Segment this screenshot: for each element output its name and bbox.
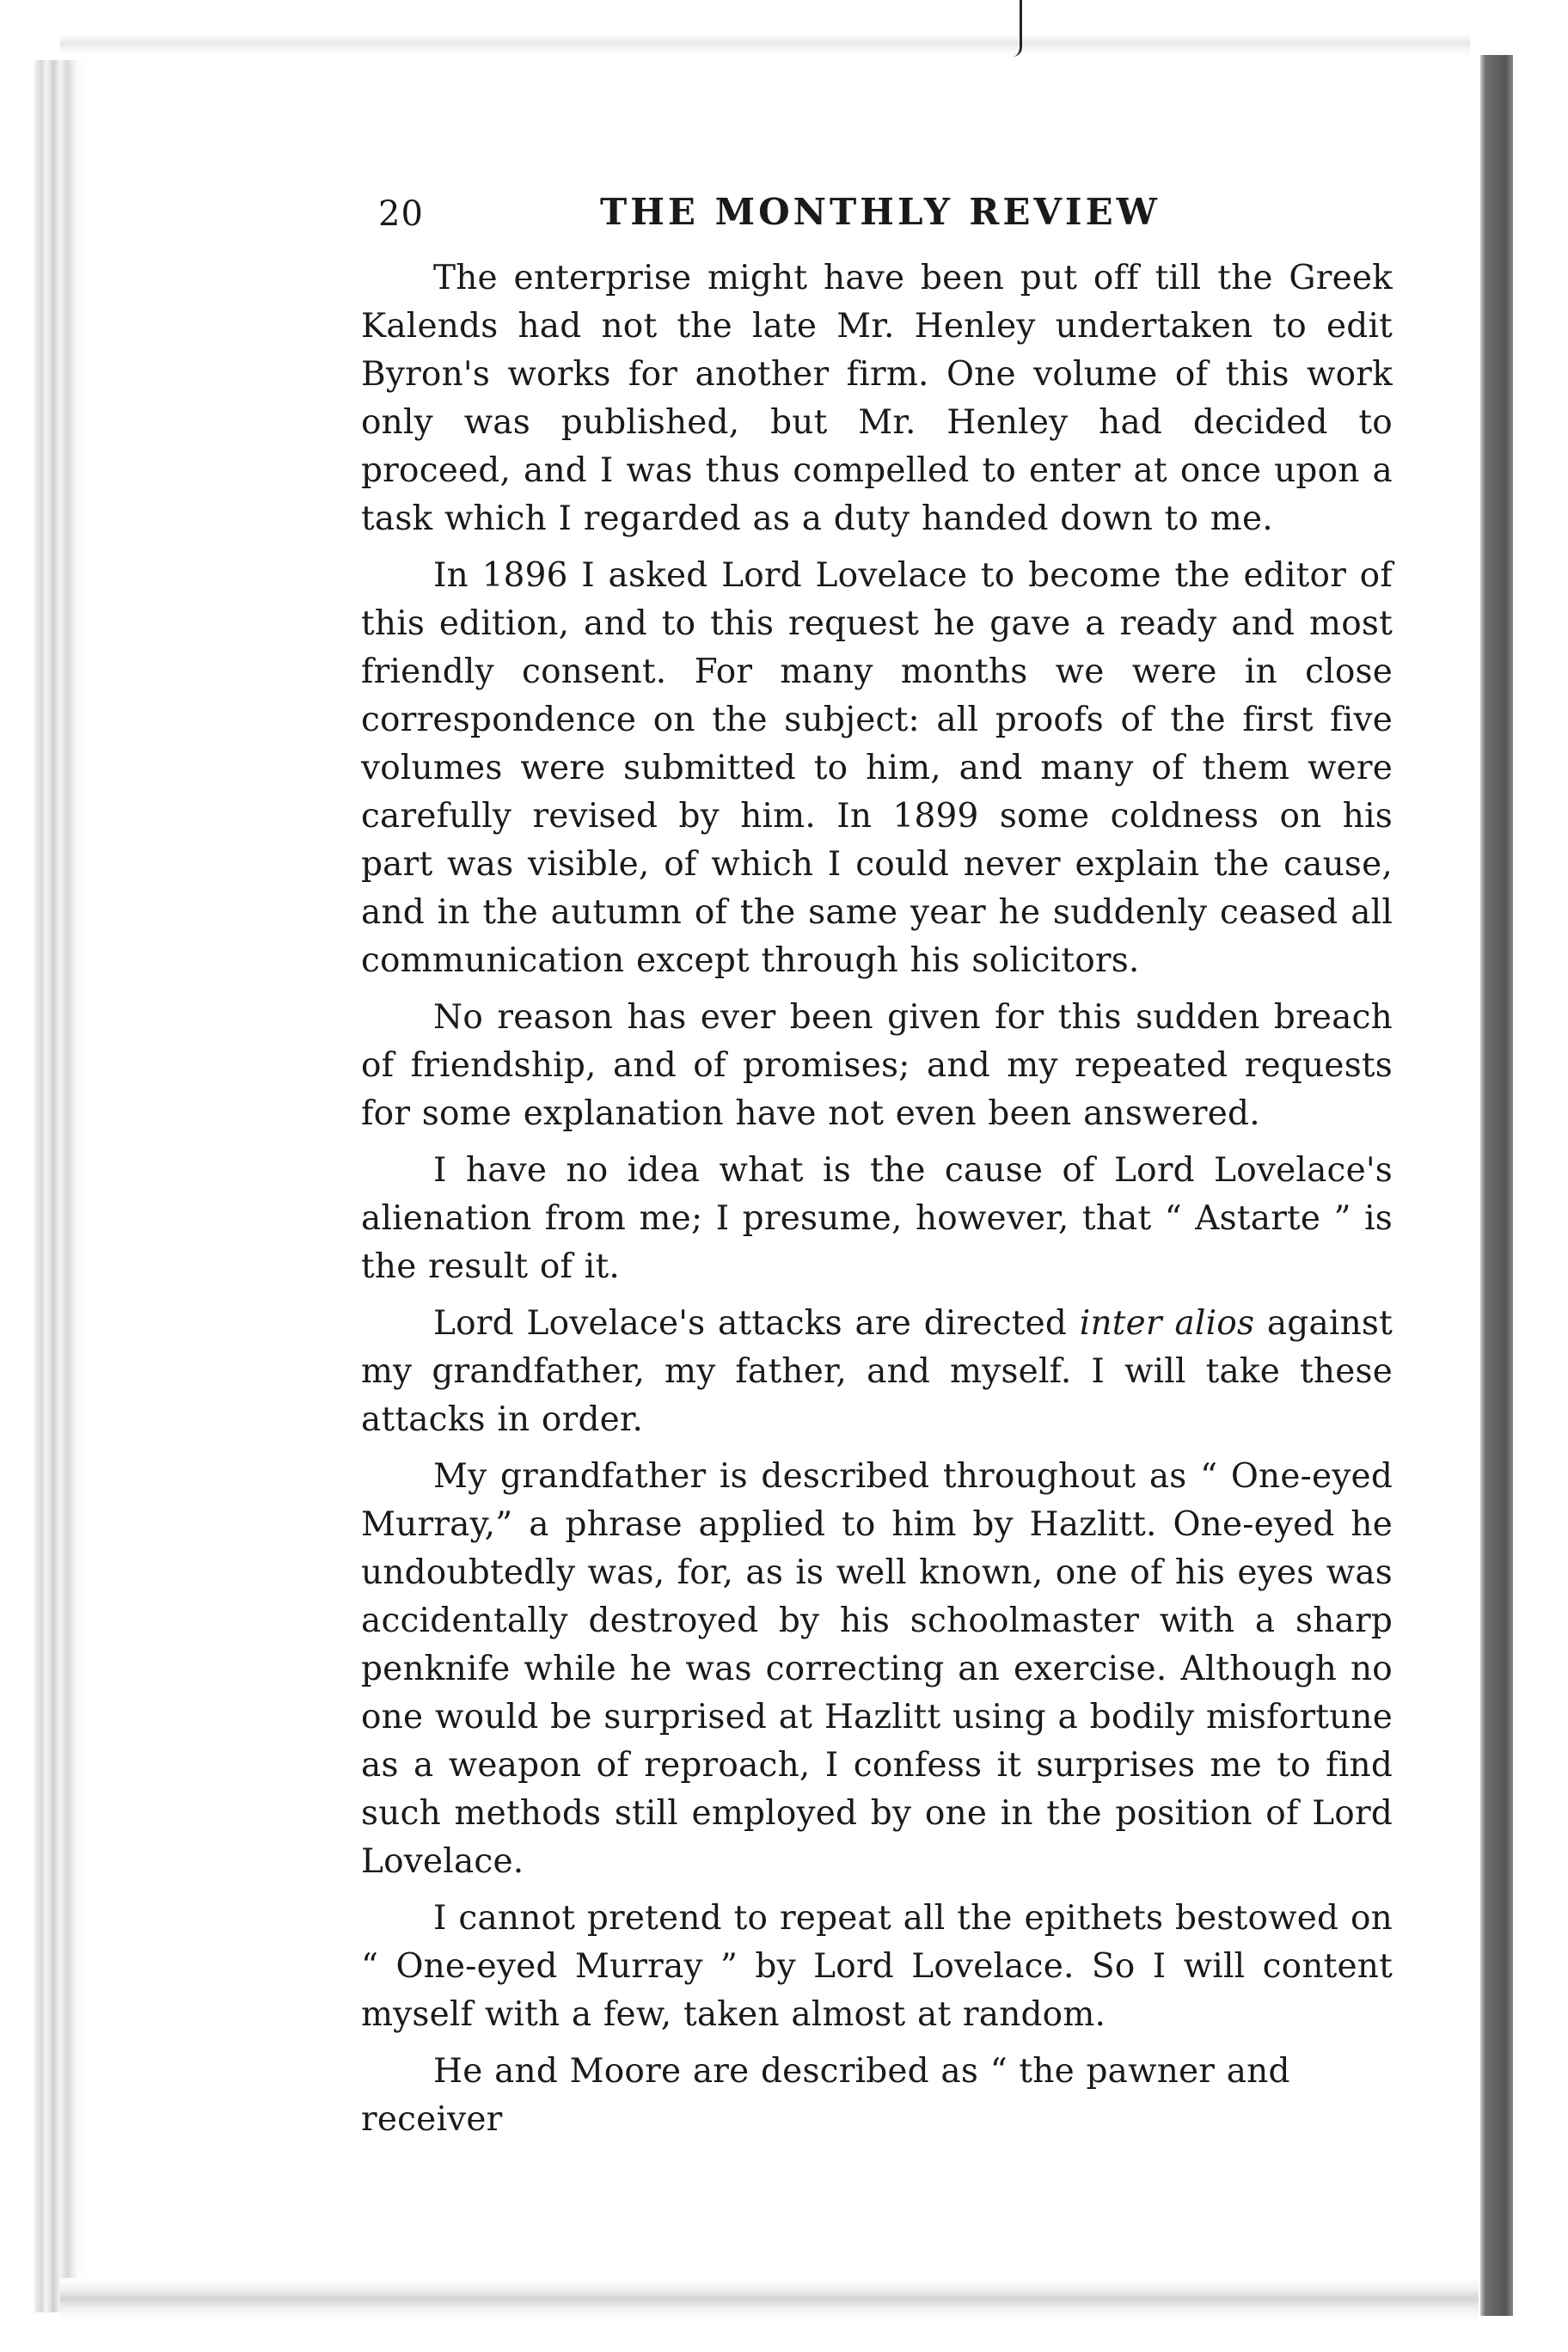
paragraph-one-eyed: My grandfather is described throughout as “ One-eyed Murray,” a phrase applied to him by Hazlitt. One-eyed he undoubtedly was, for, as is well known, one of his eyes was accidentally destroyed by his schoolmaster with a sharp penknife while he was correcting an exercise. Although no one would be surprised at Hazlitt using a bodily misfortune as a weapon of reproach, I confess it surprises me to find such methods still employed by one in the position of Lord Lovelace. [361, 1457, 1393, 1881]
paragraph-greek-kalends: The enterprise might have been put off till the Greek Kalends had not the late Mr. Henley undertaken to edit Byron's works for another firm. One volume of this work only was published, but Mr. Henley had decided to proceed, and I was thus compelled to enter at once upon a task which I regarded as a duty handed down to me. [361, 259, 1393, 538]
page-body [361, 187, 1393, 2153]
adjacent-page-strip [1480, 55, 1513, 2316]
page-top-edge [60, 34, 1470, 60]
paragraph-epithets: I cannot pretend to repeat all the epithets bestowed on “ One-eyed Murray ” by Lord Lovelace. So I will content myself with a few, taken almost at random. [361, 1899, 1393, 2034]
attacks-italic-phrase: inter alios [1079, 1304, 1255, 1343]
paragraph-pawner: He and Moore are described as “ the pawner and receiver [361, 2052, 1290, 2139]
paragraph-attacks [361, 1300, 1393, 1444]
paragraph-no-reason: No reason has ever been given for this sudden breach of friendship, and of promises; and my repeated requests for some explanation have not even been answered. [361, 998, 1393, 1133]
journal-title: THE MONTHLY REVIEW [600, 191, 1161, 233]
attacks-text-start: Lord Lovelace's attacks are directed [433, 1304, 1080, 1343]
binding-thread-mark [1013, 0, 1022, 57]
page-bottom-edge [60, 2278, 1479, 2321]
page-left-edges [34, 60, 86, 2312]
attacks-text-end: against my grandfather, my father, and myself. I will take these attacks in order. [361, 1304, 1393, 1439]
running-head [361, 187, 1393, 254]
page-number: 20 [378, 194, 424, 234]
paragraph-1896-editor: In 1896 I asked Lord Lovelace to become the editor of this edition, and to this request he gave a ready and most friendly consent. For many months we were in close correspondence on the subject: all proofs of the first five volumes were submitted to him, and many of them were carefully revised by him. In 1899 some coldness on his part was visible, of which I could never explain the cause, and in the autumn of the same year he suddenly ceased all communication except through his solicitors. [361, 556, 1393, 980]
paragraph-alienation: I have no idea what is the cause of Lord Lovelace's alienation from me; I presume, however, that “ Astarte ” is the result of it. [361, 1151, 1393, 1286]
